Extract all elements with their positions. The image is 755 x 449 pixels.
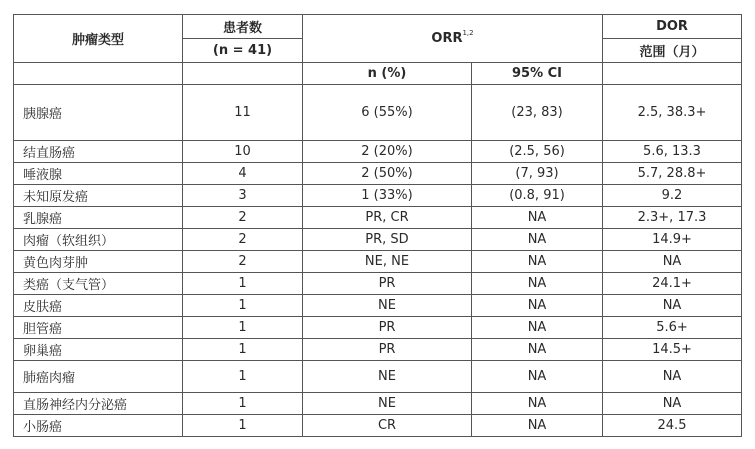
tumor-type-cell: 皮肤癌 [14,295,183,317]
ci-cell: NA [472,361,603,393]
response-table [13,14,742,437]
tumor-type-cell: 黄色肉芽肿 [14,251,183,273]
table-row [14,229,742,251]
orr-header [303,15,603,63]
ci-cell: NA [472,317,603,339]
dor-header: DOR [603,15,742,39]
patients-cell: 1 [183,339,303,361]
ci-cell: NA [472,273,603,295]
n-pct-cell: PR [303,339,472,361]
dor-range-cell: 5.6, 13.3 [603,141,742,163]
header-row-3 [14,63,742,85]
tumor-type-header: 肿瘤类型 [14,15,183,63]
tumor-type-cell: 肺癌肉瘤 [14,361,183,393]
dor-range-cell: 14.5+ [603,339,742,361]
table-row [14,251,742,273]
tumor-type-cell: 类癌（支气管） [14,273,183,295]
n-pct-cell: PR [303,317,472,339]
dor-range-cell: 5.6+ [603,317,742,339]
patients-cell: 2 [183,251,303,273]
tumor-type-cell: 结直肠癌 [14,141,183,163]
tumor-type-cell: 唾液腺 [14,163,183,185]
n-pct-cell: PR [303,273,472,295]
tumor-type-cell: 胆管癌 [14,317,183,339]
dor-range-cell: 24.5 [603,415,742,437]
ci-cell: NA [472,207,603,229]
patients-cell: 1 [183,393,303,415]
n-pct-header: n (%) [303,63,472,85]
dor-range-cell: NA [603,251,742,273]
ci-cell: NA [472,393,603,415]
table-row [14,141,742,163]
ci-cell: NA [472,295,603,317]
n-pct-cell: NE [303,393,472,415]
patients-cell: 3 [183,185,303,207]
orr-label: ORR [431,31,463,46]
tumor-type-cell: 直肠神经内分泌癌 [14,393,183,415]
patients-cell: 1 [183,273,303,295]
patients-cell: 1 [183,295,303,317]
table-row [14,207,742,229]
header-row-1 [14,15,742,39]
table-row [14,185,742,207]
ci-cell: NA [472,415,603,437]
table-row [14,361,742,393]
dor-range-cell: 2.3+, 17.3 [603,207,742,229]
dor-range-cell: 14.9+ [603,229,742,251]
empty-cell [14,63,183,85]
table-row [14,295,742,317]
ci-cell: NA [472,251,603,273]
ci-cell: (2.5, 56) [472,141,603,163]
patients-cell: 1 [183,415,303,437]
tumor-type-cell: 乳腺癌 [14,207,183,229]
ci-cell: NA [472,229,603,251]
patients-header: 患者数 [183,15,303,39]
table-row [14,317,742,339]
ci-cell: (23, 83) [472,85,603,141]
dor-range-header: 范围（月） [603,39,742,63]
ci-header: 95% CI [472,63,603,85]
n-pct-cell: 2 (50%) [303,163,472,185]
patients-cell: 2 [183,207,303,229]
ci-cell: NA [472,339,603,361]
n-pct-cell: PR, CR [303,207,472,229]
table-row [14,163,742,185]
tumor-type-cell: 胰腺癌 [14,85,183,141]
tumor-type-cell: 卵巢癌 [14,339,183,361]
n-pct-cell: 2 (20%) [303,141,472,163]
tumor-type-cell: 未知原发癌 [14,185,183,207]
empty-cell [603,63,742,85]
n-pct-cell: 6 (55%) [303,85,472,141]
patients-cell: 1 [183,317,303,339]
table-row [14,85,742,141]
n-pct-cell: PR, SD [303,229,472,251]
n-pct-cell: 1 (33%) [303,185,472,207]
dor-range-cell: 24.1+ [603,273,742,295]
patients-cell: 4 [183,163,303,185]
table-row [14,415,742,437]
dor-range-cell: NA [603,295,742,317]
empty-cell [183,63,303,85]
tumor-type-cell: 肉瘤（软组织） [14,229,183,251]
orr-footnote-marker: 1,2 [462,29,474,37]
dor-range-cell: 9.2 [603,185,742,207]
table-row [14,339,742,361]
table-row [14,273,742,295]
ci-cell: (0.8, 91) [472,185,603,207]
dor-range-cell: 2.5, 38.3+ [603,85,742,141]
dor-range-cell: NA [603,393,742,415]
table-row [14,393,742,415]
dor-range-cell: 5.7, 28.8+ [603,163,742,185]
dor-range-cell: NA [603,361,742,393]
patients-cell: 2 [183,229,303,251]
patients-cell: 10 [183,141,303,163]
patients-cell: 11 [183,85,303,141]
patients-n-header: (n = 41) [183,39,303,63]
n-pct-cell: NE [303,361,472,393]
patients-cell: 1 [183,361,303,393]
n-pct-cell: NE [303,295,472,317]
n-pct-cell: NE, NE [303,251,472,273]
n-pct-cell: CR [303,415,472,437]
ci-cell: (7, 93) [472,163,603,185]
tumor-type-cell: 小肠癌 [14,415,183,437]
